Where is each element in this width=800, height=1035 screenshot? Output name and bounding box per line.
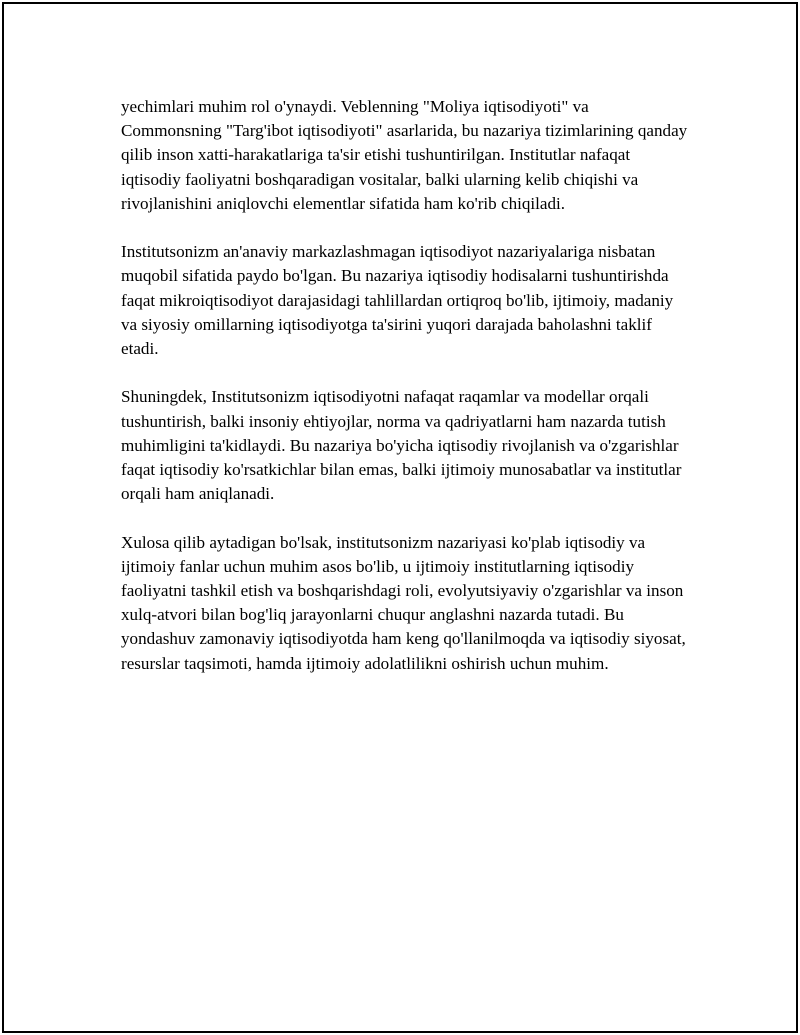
document-body [121, 95, 693, 676]
paragraph-2: Institutsonizm an'anaviy markazlashmagan iqtisodiyot nazariyalariga nisbatan muqobil sifatida paydo bo'lgan. Bu nazariya iqtisodiy hodisalarni tushuntirishda faqat mikroiqtisodiyot darajasidagi tahlillardan ortiqroq bo'lib, ijtimoiy, madaniy va siyosiy omillarning iqtisodiyotga ta'sirini yuqori darajada baholashni taklif etadi. [121, 242, 674, 359]
paragraph-4: Xulosa qilib aytadigan bo'lsak, institutsonizm nazariyasi ko'plab iqtisodiy va ijtimoiy fanlar uchun muhim asos bo'lib, u ijtimoiy institutlarning iqtisodiy faoliyatni tashkil etish va boshqarishdagi roli, evolyutsiyaviy o'zgarishlar va inson xulq-atvori bilan bog'liq jarayonlarni chuqur anglashni nazarda tutadi. Bu yondashuv zamonaviy iqtisodiyotda ham keng qo'llanilmoqda va iqtisodiy siyosat, resurslar taqsimoti, hamda ijtimoiy adolatlilikni oshirish uchun muhim. [121, 532, 686, 673]
paragraph-1: yechimlari muhim rol o'ynaydi. Veblenning "Moliya iqtisodiyoti" va Commonsning "Targ'ibot iqtisodiyoti" asarlarida, bu nazariya tizimlarining qanday qilib inson xatti-harakatlariga ta'sir etishi tushuntirilgan. Institutlar nafaqat iqtisodiy faoliyatni boshqaradigan vositalar, balki ularning kelib chiqishi va rivojlanishini aniqlovchi elementlar sifatida ham ko'rib chiqiladi. [121, 97, 688, 213]
page-frame [2, 2, 798, 1033]
paragraph-3: Shuningdek, Institutsonizm iqtisodiyotni nafaqat raqamlar va modellar orqali tushuntirish, balki insoniy ehtiyojlar, norma va qadriyatlarni ham nazarda tutish muhimligini ta'kidlaydi. Bu nazariya bo'yicha iqtisodiy rivojlanish va o'zgarishlar faqat iqtisodiy ko'rsatkichlar bilan emas, balki ijtimoiy munosabatlar va institutlar orqali ham aniqlanadi. [121, 387, 682, 504]
